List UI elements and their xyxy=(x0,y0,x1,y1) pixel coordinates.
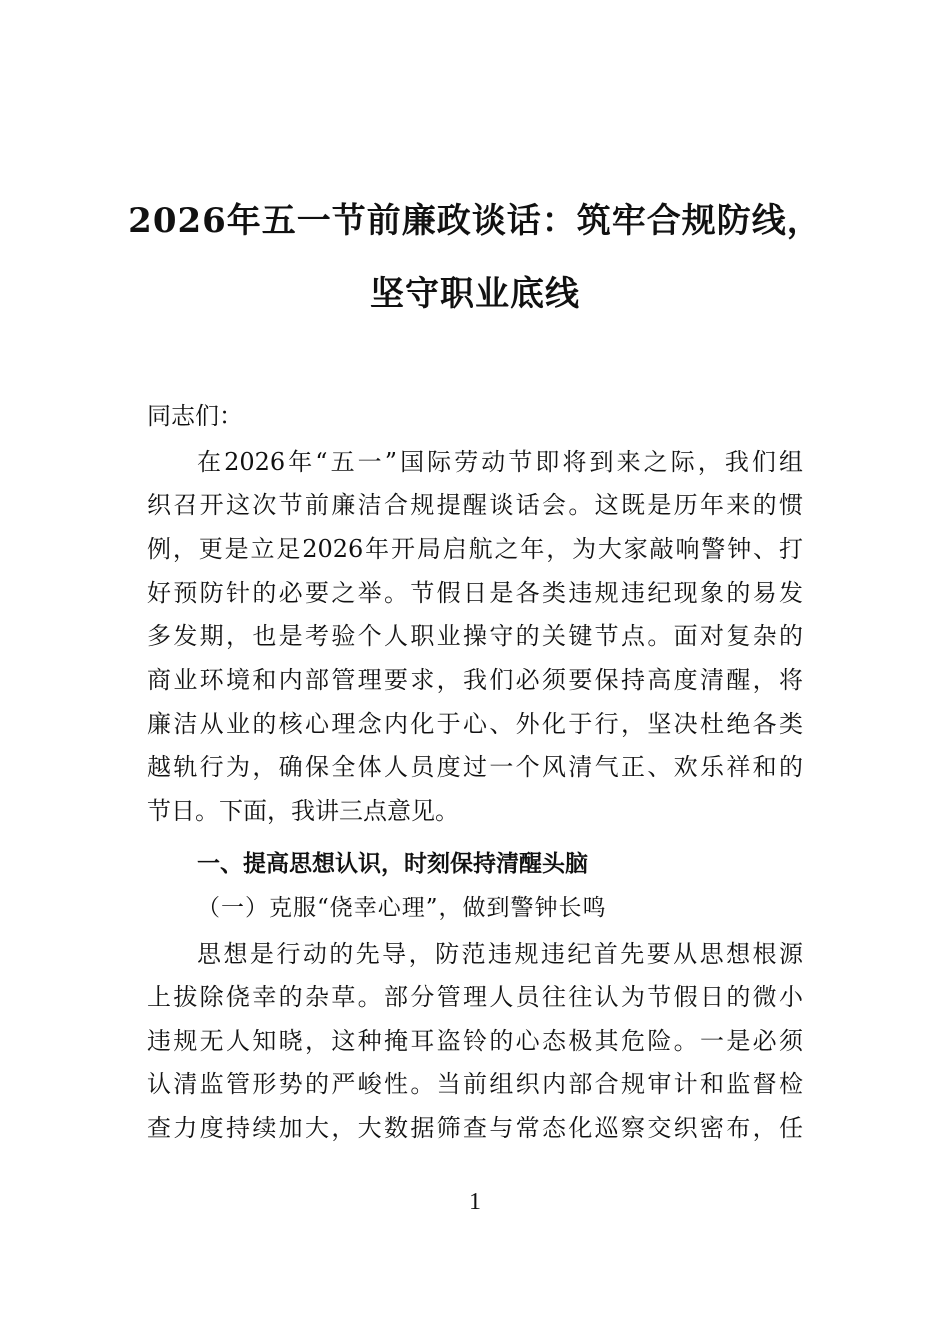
salutation: 同志们： xyxy=(147,402,243,430)
section-heading-1: 一、提高思想认识，时刻保持清醒头脑 xyxy=(197,851,588,877)
paragraph-1-line: 好预防针的必要之举。节假日是各类违规违纪现象的易发 xyxy=(147,579,803,607)
subsection-heading-1: （一）克服“侥幸心理”，做到警钟长鸣 xyxy=(197,895,607,921)
document-title-line-1: 2026年五一节前廉政谈话：筑牢合规防线， xyxy=(128,201,822,241)
page-number: 1 xyxy=(469,1189,481,1215)
paragraph-2-line: 查力度持续加大，大数据筛查与常态化巡察交织密布，任 xyxy=(147,1114,803,1142)
paragraph-1-line: 例，更是立足2026年开局启航之年，为大家敲响警钟、打 xyxy=(147,535,803,563)
paragraph-1-line: 在2026年“五一”国际劳动节即将到来之际，我们组 xyxy=(197,448,803,476)
paragraph-1-line: 越轨行为，确保全体人员度过一个风清气正、欢乐祥和的 xyxy=(147,753,803,781)
document-title-line-2: 坚守职业底线 xyxy=(370,274,580,314)
paragraph-2-line: 上拔除侥幸的杂草。部分管理人员往往认为节假日的微小 xyxy=(147,983,803,1011)
paragraph-1-line: 商业环境和内部管理要求，我们必须要保持高度清醒，将 xyxy=(147,666,803,694)
paragraph-1-line: 廉洁从业的核心理念内化于心、外化于行，坚决杜绝各类 xyxy=(147,710,803,738)
paragraph-1-line: 节日。下面，我讲三点意见。 xyxy=(147,797,459,825)
paragraph-2-line: 违规无人知晓，这种掩耳盗铃的心态极其危险。一是必须 xyxy=(147,1027,803,1055)
paragraph-2-line: 思想是行动的先导，防范违规违纪首先要从思想根源 xyxy=(197,940,803,968)
paragraph-1-line: 多发期，也是考验个人职业操守的关键节点。面对复杂的 xyxy=(147,622,803,650)
paragraph-1-line: 织召开这次节前廉洁合规提醒谈话会。这既是历年来的惯 xyxy=(147,491,803,519)
paragraph-2-line: 认清监管形势的严峻性。当前组织内部合规审计和监督检 xyxy=(147,1070,803,1098)
